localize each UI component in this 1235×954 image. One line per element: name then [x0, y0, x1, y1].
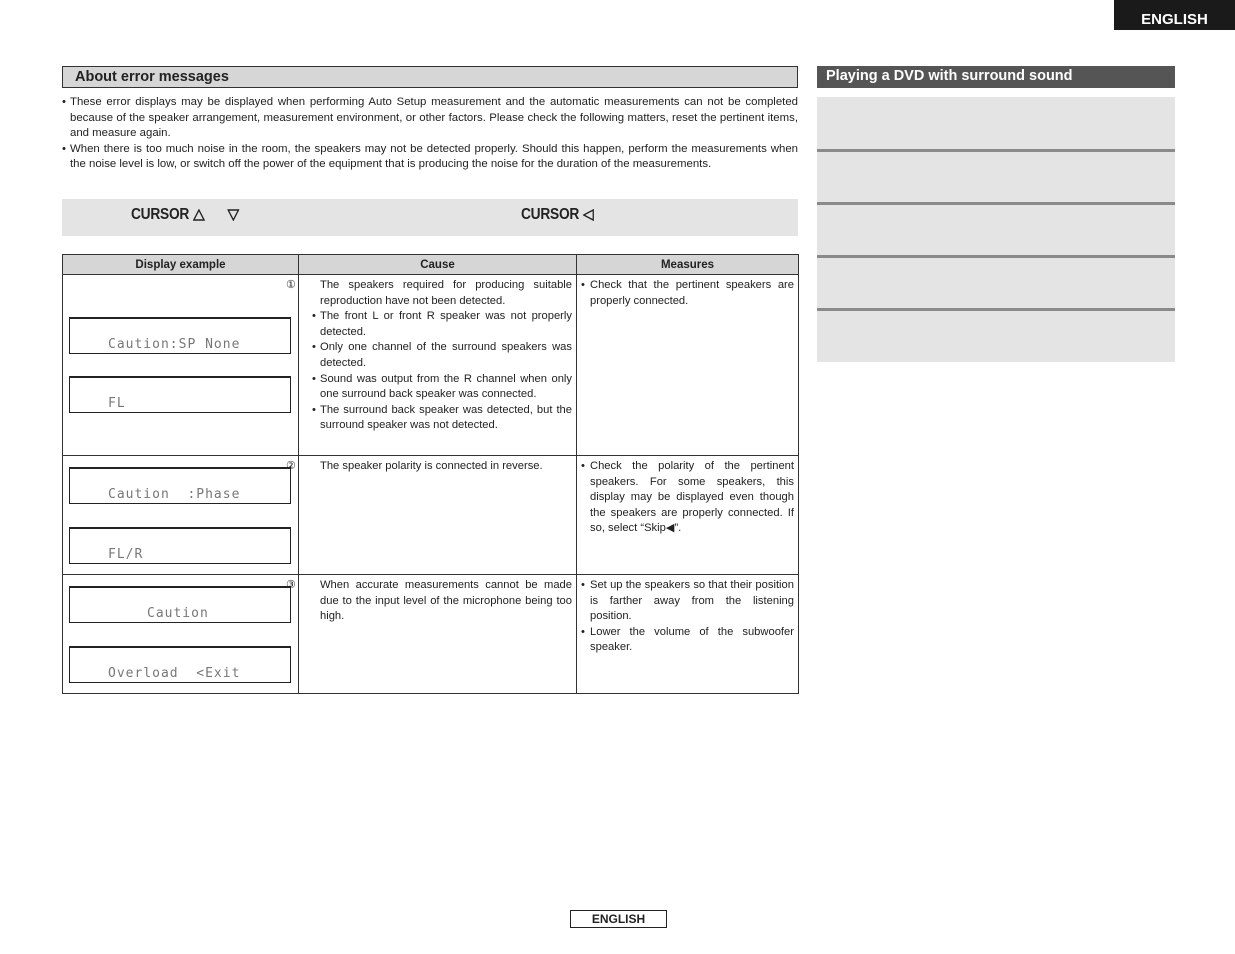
right-panel-block — [817, 258, 1175, 308]
cursor-label: CURSOR — [521, 206, 580, 223]
right-panel-block — [817, 152, 1175, 202]
cause-sub: • Sound was output from the R channel when only one surround back speaker was connected. — [303, 372, 572, 403]
cause-main: ② The speaker polarity is connected in reverse. — [286, 460, 543, 472]
bullet-item: • These error displays may be displayed when performing Auto Setup measurement and the automatic measurements can not be completed because of the speaker arrangement, measurement environment, or other factors. Please check the following matters, reset the pertinent items, and measure again. — [62, 95, 798, 142]
column-header: Measures — [577, 255, 799, 275]
cause-main: ① The speakers required for producing suitable reproduction have not been detected. — [286, 279, 572, 307]
right-panel-block — [817, 205, 1175, 255]
table-header-row — [63, 255, 799, 275]
cursor-left-label — [521, 206, 594, 224]
lcd-display: Overload <Exit — [69, 646, 291, 683]
lcd-display: Caution :Phase — [69, 467, 291, 504]
measure-item: • Lower the volume of the subwoofer speaker. — [581, 625, 794, 656]
measure-item: • Check the polarity of the pertinent speakers. For some speakers, this display may be displayed even though the speakers are properly connected. If so, select “Skip◀”. — [581, 459, 794, 537]
cause-cell — [286, 456, 577, 575]
measures-cell — [577, 456, 799, 575]
cause-cell — [286, 575, 577, 694]
bullet-item: • When there is too much noise in the room, the speakers may not be detected properly. Should this happen, perform the measurements when the noise level is low, or switch off the power of the equipment that is producing the noise for the duration of the measurements. — [62, 142, 798, 173]
column-header: Display example — [63, 255, 299, 275]
intro-bullets — [62, 95, 798, 173]
cursor-label: CURSOR — [131, 206, 190, 223]
measure-item: • Set up the speakers so that their position is farther away from the listening position. — [581, 578, 794, 625]
language-tab: ENGLISH — [1114, 0, 1235, 30]
display-example-cell — [63, 456, 299, 575]
measure-item: • Check that the pertinent speakers are properly connected. — [581, 278, 794, 309]
cause-sub: • The front L or front R speaker was not properly detected. — [303, 309, 572, 340]
right-panel-block — [817, 97, 1175, 149]
lcd-display: FL — [69, 376, 291, 413]
measures-cell — [577, 575, 799, 694]
cause-sub: • Only one channel of the surround speakers was detected. — [303, 340, 572, 371]
cause-sub: • The surround back speaker was detected, but the surround speaker was not detected. — [303, 403, 572, 434]
right-panel-block — [817, 311, 1175, 362]
lcd-display: Caution:SP None — [69, 317, 291, 354]
left-triangle-icon — [583, 209, 594, 221]
display-example-cell — [63, 575, 299, 694]
lcd-display: Caution — [69, 586, 291, 623]
table-row — [63, 456, 799, 575]
cursor-bar — [62, 199, 798, 236]
table-row — [63, 575, 799, 694]
display-example-cell — [63, 275, 299, 456]
section-title: About error messages — [62, 66, 798, 88]
cause-main: ③ When accurate measurements cannot be made due to the input level of the microphone being too high. — [286, 579, 572, 623]
error-table — [62, 254, 799, 694]
cursor-up-down-label — [131, 206, 239, 224]
lcd-display: FL/R — [69, 527, 291, 564]
up-triangle-icon — [193, 209, 205, 221]
down-triangle-icon — [227, 209, 239, 221]
table-row — [63, 275, 799, 456]
footer-language-label: ENGLISH — [570, 910, 667, 928]
right-section-title: Playing a DVD with surround sound — [817, 66, 1175, 88]
measures-cell — [577, 275, 799, 456]
cause-cell — [286, 275, 577, 456]
column-header: Cause — [299, 255, 577, 275]
